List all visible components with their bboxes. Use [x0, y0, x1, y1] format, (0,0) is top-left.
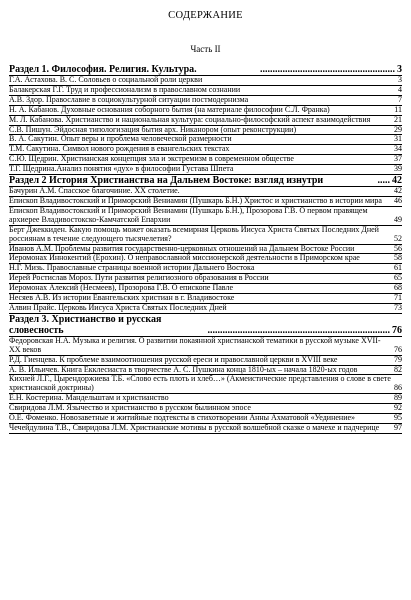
part-heading: Часть II [190, 44, 221, 54]
toc-page-number: 42 [392, 175, 402, 187]
toc-page-number: 79 [394, 354, 402, 364]
toc-page-number: 7 [398, 94, 402, 104]
toc-page-number: 21 [394, 114, 402, 124]
toc-entry-title: Епископ Владивостокский и Приморский Вениамин (Пушкарь Б.Н.) Христос и христианство в истории мира [9, 195, 382, 205]
toc-entry-title: Т.М. Сакутина. Символ нового рождения в евангельских текстах [9, 144, 230, 154]
toc-section-title: Раздел 1. Философия. Религия. Культура. [9, 64, 197, 75]
toc-page-number: 89 [394, 393, 402, 403]
toc-entry [9, 207, 402, 226]
toc-entry-title: Е.Н. Костерина. Мандельштам и христианство [9, 393, 169, 403]
table-of-contents [9, 64, 402, 434]
toc-entry-title: С.В. Пишун. Эйдосная типологизация бытия арх. Никанором (опыт реконструкции) [9, 124, 297, 134]
toc-page-number: 68 [394, 283, 402, 293]
toc-page-number: 29 [394, 124, 402, 134]
toc-entry-title: Несяев А.В. Из истории Евангельских христиан в г. Владивостоке [9, 293, 235, 303]
toc-entry-title: В. А. Сакутин. Опыт веры и проблема человеческой размерности [9, 134, 232, 144]
toc-entry-title: Чечейдулина Т.В., Свиридова Л.М. Христианские мотивы в русской волшебной сказке о мачехе и падчерице [9, 423, 380, 432]
toc-section [9, 314, 402, 337]
toc-page-number: 82 [394, 364, 402, 374]
toc-entry-title: Иеромонах Алексий (Несмеев), Прозорова Г.В. О епископе Павле [9, 283, 234, 293]
toc-page-number: 37 [394, 154, 402, 164]
toc-entry-title: Епископ Владивостокский и Приморский Вениамин (Пушкарь Б.Н.), Прозорова Г.В. О первом правящем архиерее Владивостокско-Камчатской Епархии [9, 205, 368, 224]
toc-page-number: 3 [398, 75, 402, 84]
toc-entry-title: Иванов А.М. Проблемы развития государственно-церковных отношений на Дальнем Востоке России [9, 243, 355, 253]
toc-entry [9, 165, 402, 175]
toc-page-number: 92 [394, 403, 402, 413]
toc-page-number: 86 [394, 383, 402, 393]
toc-page-number: 46 [394, 195, 402, 205]
toc-leader-dots: ...................................................... [260, 64, 395, 75]
toc-page-number: 49 [394, 214, 402, 224]
toc-page-number: 58 [394, 253, 402, 263]
toc-entry-title: Н.Г. Мизь. Православные страницы военной истории Дальнего Востока [9, 263, 255, 273]
toc-entry-title: Балакерская Г.Г. Труд и профессионализм в православном сознании [9, 84, 241, 94]
toc-page-number: 11 [394, 104, 402, 114]
toc-leader-dots: ..... [377, 175, 390, 187]
toc-entry-title: Бачурин А.М. Спасское благочиние. XX столетие. [9, 186, 180, 196]
toc-page-number: 61 [394, 263, 402, 273]
toc-page-number: 95 [394, 413, 402, 423]
toc-entry-title: Иеромонах Иннокентий (Ерохин). О неправославной миссионерской деятельности в Приморском крае [9, 253, 360, 263]
toc-entry [9, 226, 402, 245]
toc-entry-title: А. В. Ильичев. Книга Екклесиаста в творчестве А. С. Пушкина конца 1810-ых – начала 1820-ых годов [9, 364, 358, 374]
toc-entry-title: Иерей Ростислав Мороз. Пути развития религиозного образования в России [9, 273, 269, 283]
toc-page-number: 76 [392, 324, 402, 336]
page-title: СОДЕРЖАНИЕ [168, 10, 243, 21]
toc-page-number: 42 [394, 186, 402, 196]
toc-entry [9, 304, 402, 314]
toc-entry-title: Берт Джеккиден. Какую помощь может оказать всемирная Церковь Иисуса Христа Святых Последних Дней россиянам в течение следующего тысячелетия? [9, 224, 379, 243]
toc-entry-title: М. Л. Кабанова. Христианство и национальная культура: социально-философский аспект взаимодействия [9, 114, 371, 124]
toc-section-title: Раздел 3. Христианство и русская словесность [9, 313, 162, 336]
toc-entry-title: Алвин Прайс. Церковь Иисуса Христа Святых Последних Дней [9, 302, 227, 312]
toc-page-number: 3 [397, 64, 402, 75]
toc-entry-title: Кихней Л.Г., Цырендоржиева Т.Б. «Слово есть плоть и хлеб…» (Акмеистические представления о слове в свете христианской доктрины) [9, 374, 391, 393]
toc-page-number: 73 [394, 302, 402, 312]
toc-entry-title: Р.Д. Гиенцева. К проблеме взаимоотношения русской ереси и православной церкви в XVIII веке [9, 354, 338, 364]
toc-page-number: 31 [394, 134, 402, 144]
toc-entry-title: А.В. Здор. Православие в социокультурной ситуации постмодернизма [9, 94, 249, 104]
toc-page-number: 52 [394, 233, 402, 243]
toc-page-number: 56 [394, 243, 402, 253]
toc-entry [9, 375, 402, 394]
toc-page-number: 4 [398, 84, 402, 94]
toc-entry-title: Свиридова Л.М. Язычество и христианство в русском былинном эпосе [9, 403, 251, 413]
toc-entry-title: Т.Г. Щедрина.Анализ понятия «дух» в философии Густава Шпета [9, 164, 234, 174]
toc-entry-title: Г.А. Астахова. В. С. Соловьев о социальной роли церкви [9, 75, 203, 84]
toc-page-number: 65 [394, 273, 402, 283]
toc-page-number: 71 [394, 293, 402, 303]
toc-page-number: 97 [394, 423, 402, 432]
toc-section-title: Раздел 2 История Христианства на Дальнем Востоке: взгляд изнутри [9, 175, 324, 187]
toc-page-number: 39 [394, 164, 402, 174]
toc-entry-title: Федоровская Н.А. Музыка и религия. О развитии покаянной христианской тематики в русской музыке XVII-XX веков [9, 335, 381, 354]
toc-entry [9, 337, 402, 356]
toc-page-number: 34 [394, 144, 402, 154]
toc-entry [9, 424, 402, 434]
toc-entry-title: С.Ю. Щедрин. Христианская концепция зла и экстремизм в современном обществе [9, 154, 294, 164]
toc-entry-title: О.Е. Фоменко. Новозаветные и житийные подтексты в стихотворении Анны Ахматовой «Уединение» [9, 413, 356, 423]
toc-leader-dots: ......................................................................... [207, 324, 390, 336]
toc-page-number: 76 [394, 344, 402, 354]
toc-entry-title: Н. А. Кабанов. Духовные основания соборного бытия (на материале философии С.Л. Франка) [9, 104, 330, 114]
